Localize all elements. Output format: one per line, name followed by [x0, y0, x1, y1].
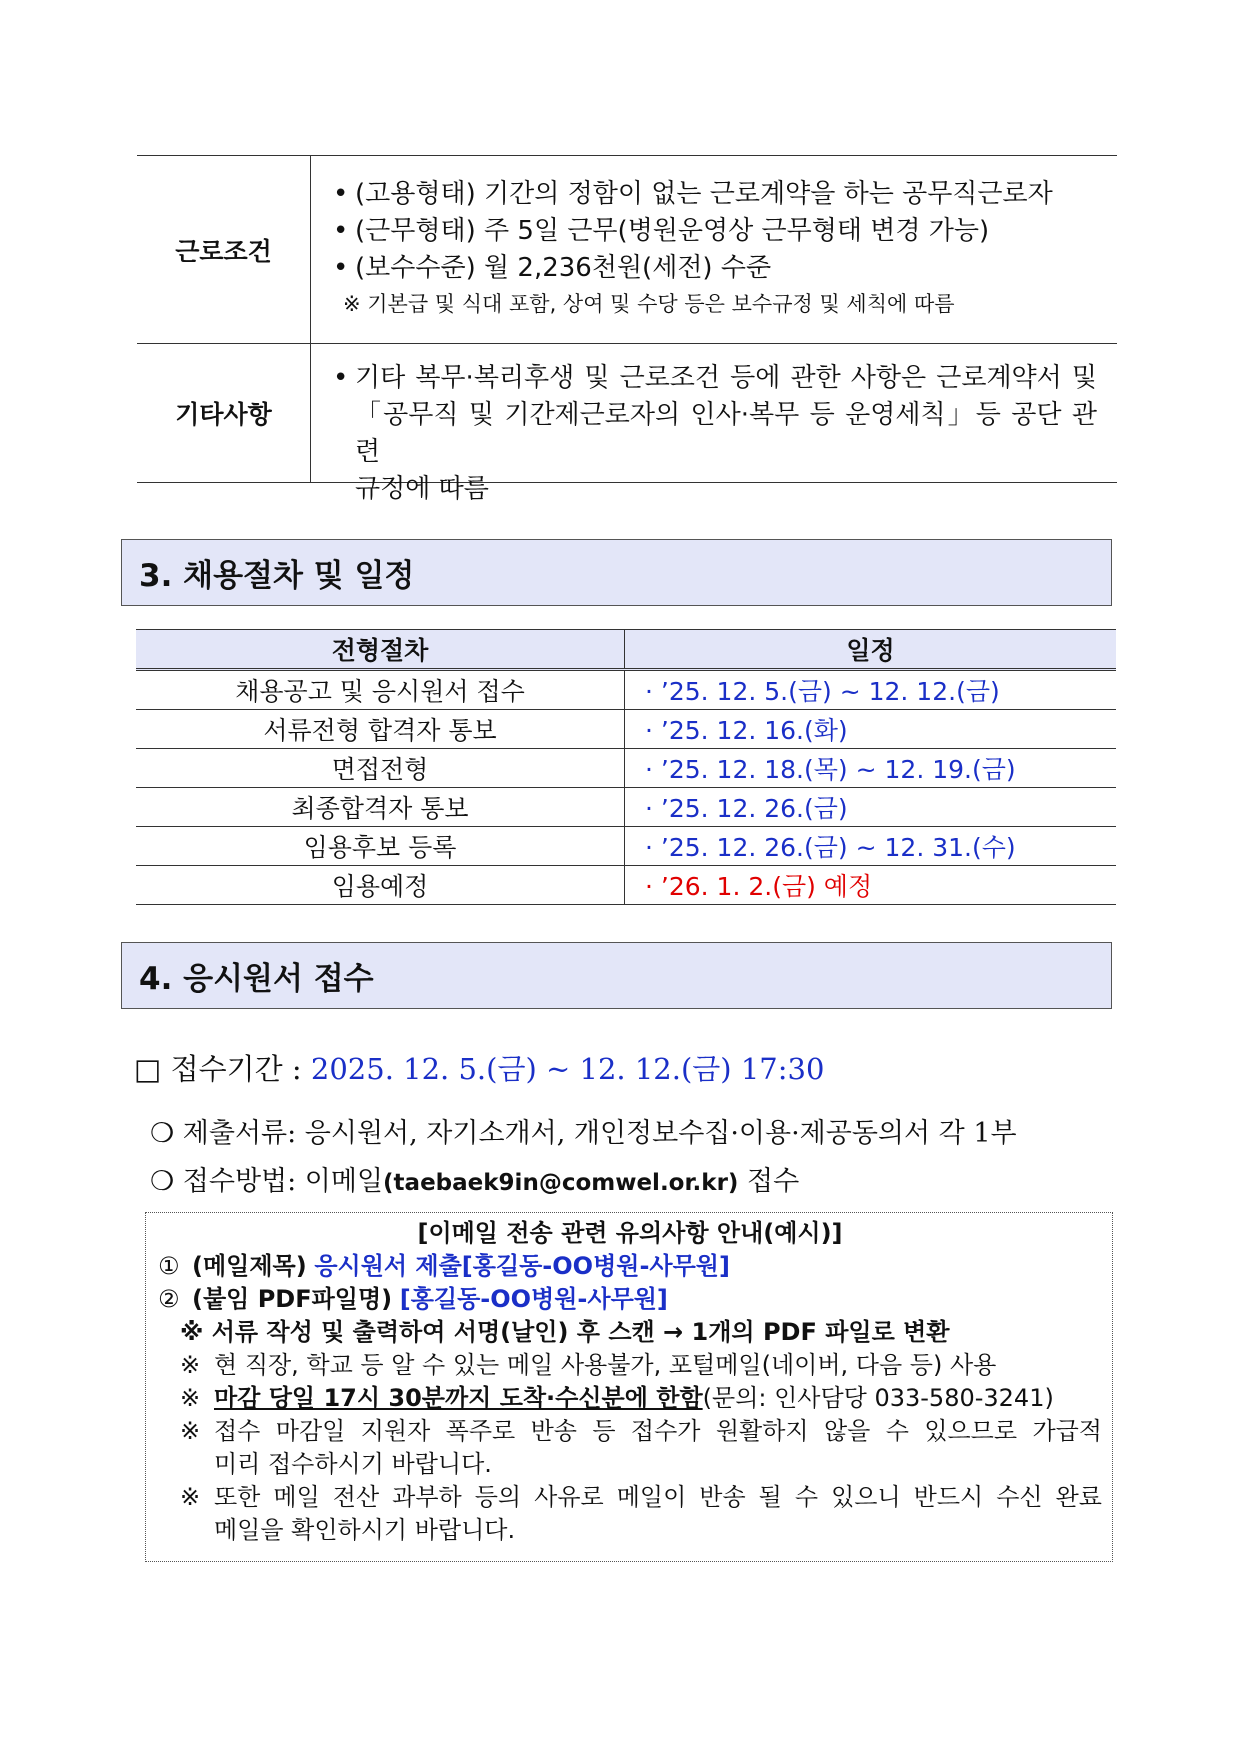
- conditions-row-other: [137, 344, 1117, 504]
- row-label: 기타사항: [137, 344, 311, 482]
- table-row: 채용공고 및 응시원서 접수 · ’25. 12. 5.(금) ~ 12. 12.(금): [136, 670, 1116, 710]
- section-3-header: 3. 채용절차 및 일정: [121, 539, 1112, 606]
- application-documents: ❍ 제출서류: 응시원서, 자기소개서, 개인정보수집·이용·제공동의서 각 1부: [150, 1118, 1017, 1149]
- bullet-item: • (고용형태) 기간의 정함이 없는 근로계약을 하는 공무직근로자: [333, 179, 1053, 209]
- period-value: 2025. 12. 5.(금) ~ 12. 12.(금) 17:30: [310, 1052, 825, 1086]
- bullet-item: • (보수수준) 월 2,236천원(세전) 수준: [333, 253, 772, 283]
- schedule-table: [136, 629, 1116, 905]
- bullet-item: • 기타 복무·복리후생 및 근로조건 등에 관한 사항은 근로계약서 및 「공무직 및 기간제근로자의 인사·복무 등 운영세칙」등 공단 관련 규정에 따름: [333, 363, 1097, 504]
- conditions-table: [137, 155, 1117, 504]
- notice-note: ※ 접수 마감일 지원자 폭주로 반송 등 접수가 원활하지 않을 수 있으므로 가급적 미리 접수하시기 바랍니다.: [180, 1417, 1102, 1478]
- table-row: 최종합격자 통보 · ’25. 12. 26.(금): [136, 788, 1116, 827]
- table-row: 임용후보 등록 · ’25. 12. 26.(금) ~ 12. 31.(수): [136, 827, 1116, 866]
- bullet-item: • (근무형태) 주 5일 근무(병원운영상 근무형태 변경 가능): [333, 216, 990, 246]
- conditions-row-work: [137, 156, 1117, 344]
- table-row: 서류전형 합격자 통보 · ’25. 12. 16.(화): [136, 710, 1116, 749]
- table-row: 면접전형 · ’25. 12. 18.(목) ~ 12. 19.(금): [136, 749, 1116, 788]
- notice-note: ※ 서류 작성 및 출력하여 서명(날인) 후 스캔 → 1개의 PDF 파일로 변환: [180, 1318, 950, 1346]
- row-label: 근로조건: [137, 156, 311, 343]
- notice-title: [이메일 전송 관련 유의사항 안내(예시)]: [417, 1219, 843, 1247]
- email-notice-box: [145, 1212, 1113, 1562]
- notice-note: ※ 마감 당일 17시 30분까지 도착·수신분에 한함(문의: 인사담당 033-580-3241): [180, 1384, 1054, 1412]
- notice-note: ※ 또한 메일 전산 과부하 등의 사유로 메일이 반송 될 수 있으니 반드시 수신 완료 메일을 확인하시기 바랍니다.: [180, 1483, 1102, 1544]
- header-date: 일정: [625, 630, 1117, 670]
- section-4-header: 4. 응시원서 접수: [121, 942, 1112, 1009]
- table-row: 임용예정 · ’26. 1. 2.(금) 예정: [136, 866, 1116, 905]
- header-step: 전형절차: [136, 630, 625, 670]
- note-text: ※ 기본급 및 식대 포함, 상여 및 수당 등은 보수규정 및 세칙에 따름: [343, 292, 955, 316]
- email-address: (taebaek9in@comwel.or.kr): [383, 1170, 739, 1196]
- notice-note: ※ 현 직장, 학교 등 알 수 있는 메일 사용불가, 포털메일(네이버, 다음 등) 사용: [180, 1351, 997, 1379]
- notice-item: ② (붙임 PDF파일명) [홍길동-OO병원-사무원]: [158, 1285, 668, 1313]
- notice-item: ① (메일제목) 응시원서 제출[홍길동-OO병원-사무원]: [158, 1252, 730, 1280]
- application-method: ❍ 접수방법: 이메일(taebaek9in@comwel.or.kr) 접수: [150, 1166, 800, 1197]
- application-period: □ 접수기간 : 2025. 12. 5.(금) ~ 12. 12.(금) 17:30: [134, 1052, 825, 1086]
